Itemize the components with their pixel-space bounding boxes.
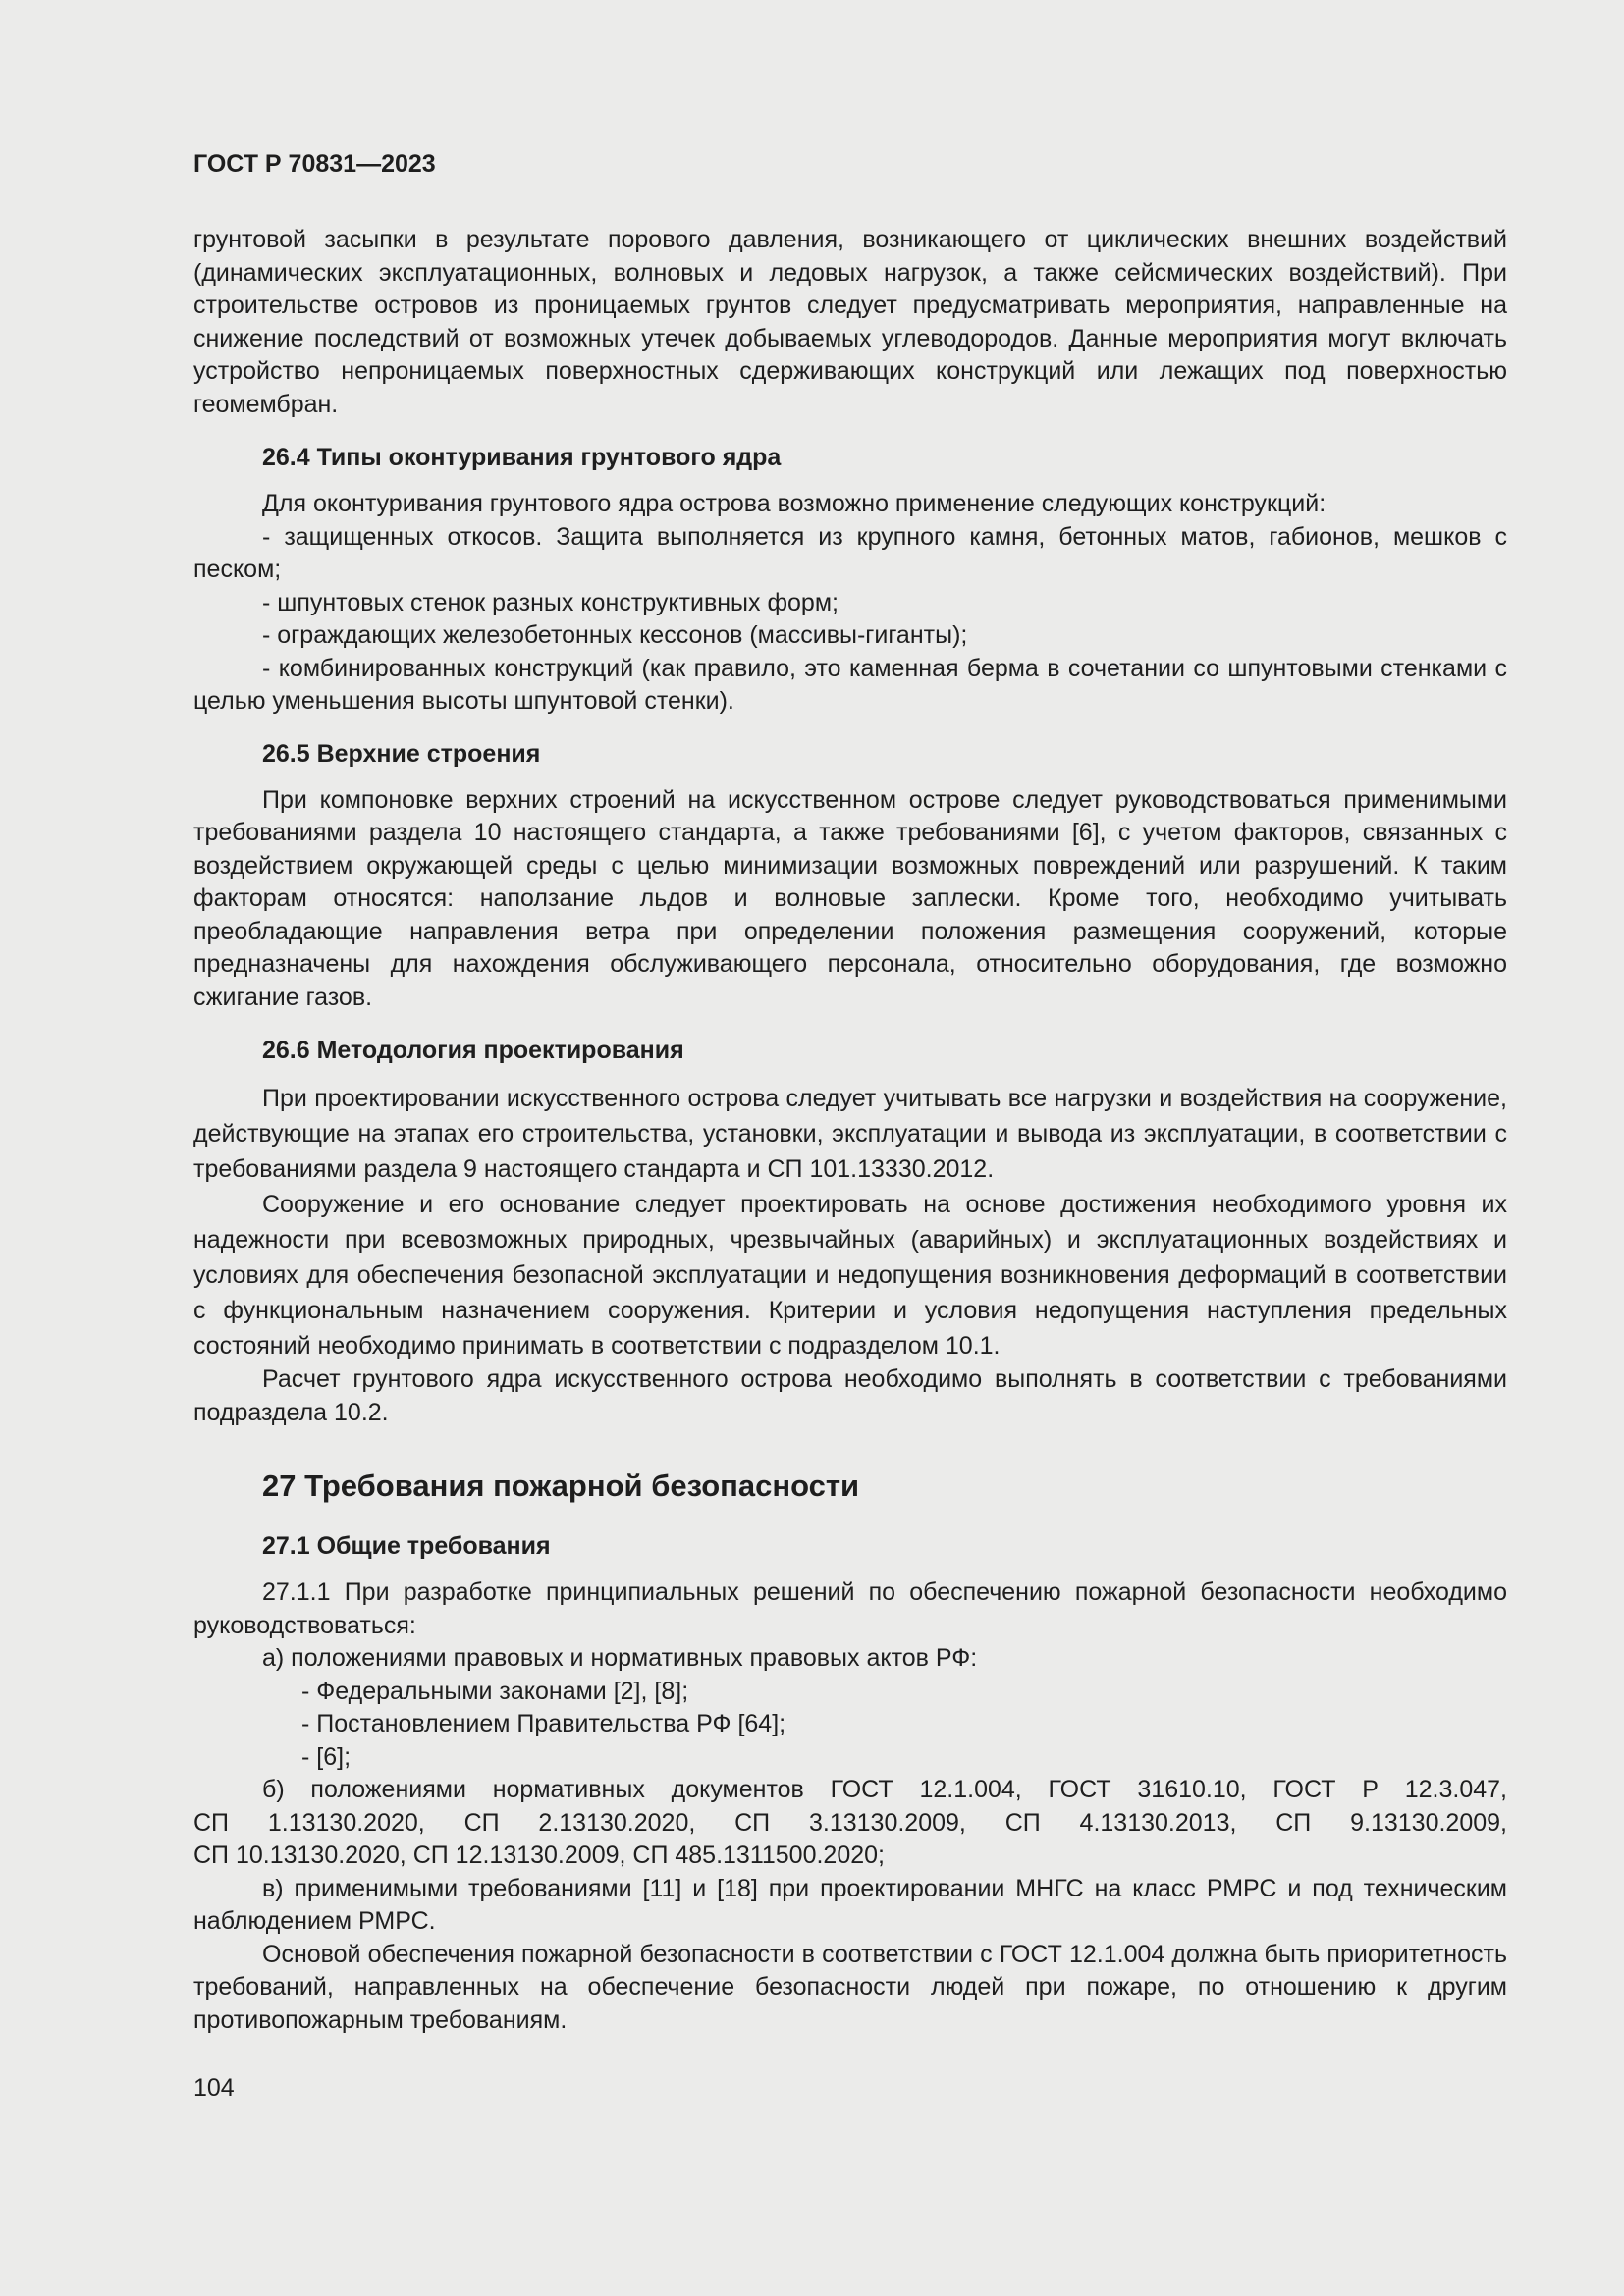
clause-27-1-1: 27.1.1 При разработке принципиальных решений по обеспечению пожарной безопасности необходимо руководствоваться: <box>193 1578 1507 1639</box>
list-item-c: в) применимыми требованиями [11] и [18] при проектировании МНГС на класс РМРС и под техническим наблюдением РМРС. <box>193 1874 1507 1935</box>
section-26-4-title: 26.4 Типы оконтуривания грунтового ядра <box>262 444 782 471</box>
list-subitem: - [6]; <box>301 1742 352 1771</box>
section-26-6-paragraph-1: При проектировании искусственного острова следует учитывать все нагрузки и воздействия на сооружение, действующие на этапах его строительства, установки, эксплуатации и вывода из эксплуатации, в соответствии с требованиями раздела 9 настоящего стандарта и СП 101.13330.2012. <box>193 1085 1507 1183</box>
list-subitem: - Федеральными законами [2], [8]; <box>301 1677 689 1705</box>
list-subitem: - Постановлением Правительства РФ [64]; <box>301 1710 786 1737</box>
list-item: - ограждающих железобетонных кессонов (массивы-гиганты); <box>262 621 968 649</box>
document-code-header: ГОСТ Р 70831—2023 <box>193 150 436 178</box>
list-item: - шпунтовых стенок разных конструктивных форм; <box>262 588 839 616</box>
section-26-5-title: 26.5 Верхние строения <box>262 739 541 768</box>
section-26-4-intro: Для оконтуривания грунтового ядра острова возможно применение следующих конструкций: <box>262 490 1326 517</box>
list-item: - защищенных откосов. Защита выполняется из крупного камня, бетонных матов, габионов, мешков с песком; <box>193 522 1507 583</box>
section-26-6-title: 26.6 Методология проектирования <box>262 1037 684 1064</box>
list-item-b-line-2: СП 1.13130.2020, СП 2.13130.2020, СП 3.13130.2009, СП 4.13130.2013, СП 9.13130.2009, <box>193 1808 1507 1837</box>
section-26-6-paragraph-2: Сооружение и его основание следует проектировать на основе достижения необходимого уровня их надежности при всевозможных природных, чрезвычайных (аварийных) и эксплуатационных воздействиях и условиях для обеспечения безопасной эксплуатации и недопущения возникновения деформаций в соответствии с функциональным назначением сооружения. Критерии и условия недопущения наступления предельных состояний необходимо принимать в соответствии с подразделом 10.1. <box>193 1191 1507 1360</box>
chapter-27-title: 27 Требования пожарной безопасности <box>262 1468 860 1503</box>
page-content <box>193 224 1507 2037</box>
list-item-b-line-1: б) положениями нормативных документов ГОСТ 12.1.004, ГОСТ 31610.10, ГОСТ Р 12.3.047, <box>262 1776 1507 1803</box>
list-item-b-line-3: СП 10.13130.2020, СП 12.13130.2009, СП 485.1311500.2020; <box>193 1842 885 1869</box>
final-paragraph: Основой обеспечения пожарной безопасности в соответствии с ГОСТ 12.1.004 должна быть приоритетность требований, направленных на обеспечение безопасности людей при пожаре, по отношению к другим противопожарным требованиям. <box>193 1940 1507 2034</box>
page-number: 104 <box>193 2074 235 2102</box>
continuation-paragraph: грунтовой засыпки в результате порового давления, возникающего от циклических внешних воздействий (динамических эксплуатационных, волновых и ледовых нагрузок, а также сейсмических воздействий). При строительстве островов из проницаемых грунтов следует предусматривать мероприятия, направленные на снижение последствий от возможных утечек добываемых углеводородов. Данные мероприятия могут включать устройство непроницаемых поверхностных сдерживающих конструкций или лежащих под поверхностью геомембран. <box>193 226 1507 418</box>
section-26-6-paragraph-3: Расчет грунтового ядра искусственного острова необходимо выполнять в соответствии с требованиями подраздела 10.2. <box>193 1365 1507 1426</box>
section-26-5-paragraph: При компоновке верхних строений на искусственном острове следует руководствоваться применимыми требованиями раздела 10 настоящего стандарта, а также требованиями [6], с учетом факторов, связанных с воздействием окружающей среды с целью минимизации возможных повреждений или разрушений. К таким факторам относятся: наползание льдов и волновые заплески. Кроме того, необходимо учитывать преобладающие направления ветра при определении положения размещения сооружений, которые предназначены для нахождения обслуживающего персонала, относительно оборудования, где возможно сжигание газов. <box>193 785 1507 1011</box>
list-item: - комбинированных конструкций (как правило, это каменная берма в сочетании со шпунтовыми стенками с целью уменьшения высоты шпунтовой стенки). <box>193 654 1507 715</box>
section-27-1-title: 27.1 Общие требования <box>262 1532 551 1560</box>
list-item-a: а) положениями правовых и нормативных правовых актов РФ: <box>262 1644 978 1672</box>
